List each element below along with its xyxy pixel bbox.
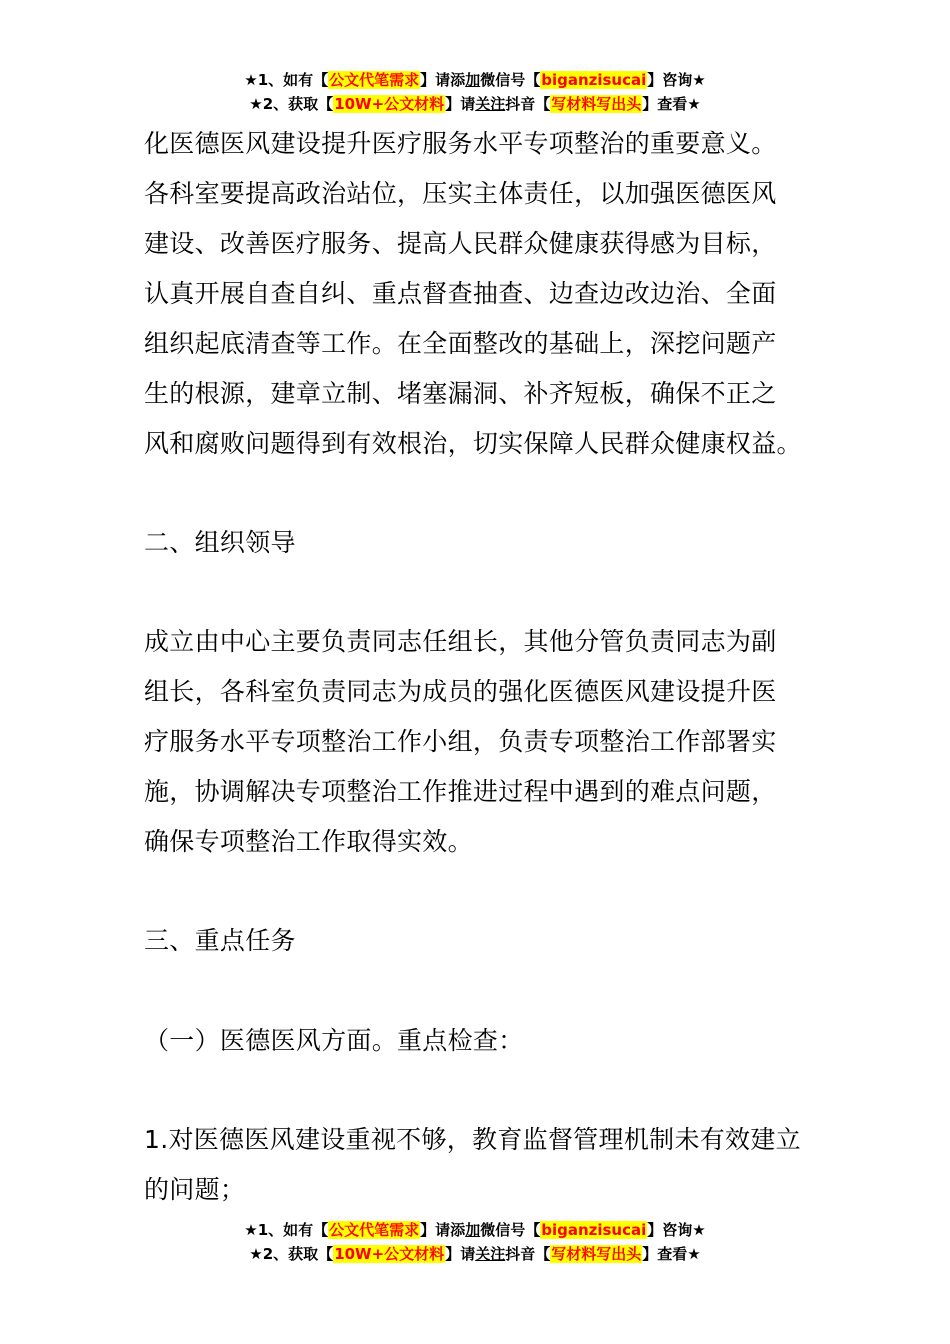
paragraph-line: 建设、改善医疗服务、提高人民群众健康获得感为目标， bbox=[144, 229, 777, 258]
paragraph-line: 各科室要提高政治站位，压实主体责任，以加强医德医风 bbox=[144, 179, 777, 208]
section-heading-key-tasks: 三、重点任务 bbox=[144, 926, 296, 955]
banner-line-2 bbox=[0, 1242, 950, 1266]
banner-text: ★1、如有【 bbox=[244, 71, 329, 89]
highlight-service: 公文代笔需求 bbox=[329, 1221, 420, 1239]
highlight-materials: 10W+公文材料 bbox=[334, 95, 445, 113]
paragraph-line: 生的根源，建章立制、堵塞漏洞、补齐短板，确保不正之 bbox=[144, 379, 777, 408]
paragraph-line: 疗服务水平专项整治工作小组，负责专项整治工作部署实 bbox=[144, 727, 777, 756]
banner-text-underlined: 加 bbox=[465, 71, 481, 89]
banner-text: ★2、获取【 bbox=[249, 1245, 334, 1263]
banner-text-underlined: 加 bbox=[465, 1221, 481, 1239]
banner-text: 抖音【 bbox=[505, 1245, 551, 1263]
paragraph-line: 化医德医风建设提升医疗服务水平专项整治的重要意义。 bbox=[144, 129, 777, 158]
list-item-line: 1.对医德医风建设重视不够，教育监督管理机制未有效建立 bbox=[144, 1125, 801, 1154]
banner-line-2 bbox=[0, 92, 950, 116]
banner-text: 】请 bbox=[445, 1245, 476, 1263]
highlight-wechat-id: biganzisucai bbox=[541, 1221, 647, 1239]
paragraph-line: 组长，各科室负责同志为成员的强化医德医风建设提升医 bbox=[144, 677, 777, 706]
banner-text: 抖音【 bbox=[505, 95, 551, 113]
banner-text-underlined: 关注 bbox=[475, 95, 506, 113]
banner-text-underlined: 关注 bbox=[475, 1245, 506, 1263]
paragraph-line: 成立由中心主要负责同志任组长，其他分管负责同志为副 bbox=[144, 627, 777, 656]
paragraph-line: 确保专项整治工作取得实效。 bbox=[144, 827, 473, 856]
paragraph-line: 施，协调解决专项整治工作推进过程中遇到的难点问题， bbox=[144, 777, 777, 806]
subsection-heading-ethics: （一）医德医风方面。重点检查： bbox=[144, 1026, 524, 1055]
highlight-service: 公文代笔需求 bbox=[329, 71, 420, 89]
paragraph-line: 认真开展自查自纠、重点督查抽查、边查边改边治、全面 bbox=[144, 279, 777, 308]
banner-text: 】请添 bbox=[420, 71, 466, 89]
highlight-douyin-account: 写材料写出头 bbox=[551, 95, 642, 113]
paragraph-line: 风和腐败问题得到有效根治，切实保障人民群众健康权益。 bbox=[144, 429, 802, 458]
list-item-line: 的问题； bbox=[144, 1175, 246, 1204]
banner-text: 】咨询★ bbox=[647, 71, 706, 89]
paragraph-organization bbox=[144, 617, 814, 867]
paragraph-significance bbox=[144, 119, 814, 469]
banner-text: 】查看★ bbox=[642, 1245, 701, 1263]
banner-text: ★2、获取【 bbox=[249, 95, 334, 113]
banner-text: 】请添 bbox=[420, 1221, 466, 1239]
banner-line-1 bbox=[0, 68, 950, 92]
list-item bbox=[144, 1115, 814, 1215]
section-heading-organization: 二、组织领导 bbox=[144, 528, 296, 557]
banner-line-1 bbox=[0, 1218, 950, 1242]
banner-text: 微信号【 bbox=[480, 71, 541, 89]
bottom-banner bbox=[0, 1218, 950, 1266]
banner-text: 】查看★ bbox=[642, 95, 701, 113]
banner-text: 】咨询★ bbox=[647, 1221, 706, 1239]
top-banner bbox=[0, 68, 950, 116]
highlight-wechat-id: biganzisucai bbox=[541, 71, 647, 89]
banner-text: 微信号【 bbox=[480, 1221, 541, 1239]
paragraph-line: 组织起底清查等工作。在全面整改的基础上，深挖问题产 bbox=[144, 329, 777, 358]
banner-text: ★1、如有【 bbox=[244, 1221, 329, 1239]
highlight-douyin-account: 写材料写出头 bbox=[551, 1245, 642, 1263]
highlight-materials: 10W+公文材料 bbox=[334, 1245, 445, 1263]
banner-text: 】请 bbox=[445, 95, 476, 113]
